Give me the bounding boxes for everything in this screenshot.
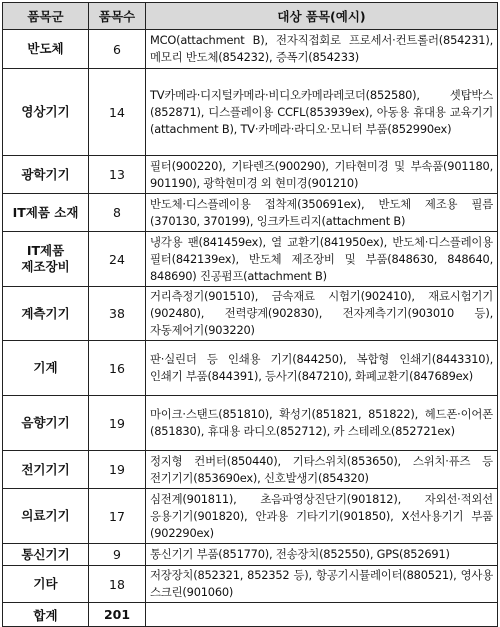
examples-cell: 저장장치(852321, 852352 등), 항공기시뮬레이터(880521), 영사용 스크린(901060) <box>146 566 498 603</box>
category-cell: 기타 <box>3 566 89 603</box>
examples-cell: 필터(900220), 기타렌즈(900290), 기타현미경 및 부속품(901180, 901190), 광학현미경 외 현미경(901210) <box>146 156 498 194</box>
examples-cell: 통신기기 부품(851770), 전송장치(852550), GPS(852691) <box>146 544 498 566</box>
category-cell: 반도체 <box>3 30 89 69</box>
product-table <box>2 2 498 627</box>
examples-cell: 냉각용 팬(841459ex), 열 교환기(841950ex), 반도체·디스플레이용 필터(842139ex), 반도체 제조장비 및 부품(848630, 848640, 848690) 진공펌프(attachment B) <box>146 232 498 287</box>
category-cell: 음향기기 <box>3 396 89 451</box>
examples-cell: 거리측정기(901510), 금속재료 시험기(902410), 재료시험기기(902480), 전력량계(902830), 전자계측기기(903010 등), 자동제어기(903220) <box>146 287 498 341</box>
examples-cell: 판·실린더 등 인쇄용 기기(844250), 복합형 인쇄기(8443310), 인쇄기 부품(844391), 등사기(847210), 화폐교환기(847689ex) <box>146 341 498 396</box>
table-row <box>3 544 498 566</box>
category-cell: 통신기기 <box>3 544 89 566</box>
category-cell: 계측기기 <box>3 287 89 341</box>
table-header-row <box>3 3 498 30</box>
table-row <box>3 566 498 603</box>
count-cell: 16 <box>89 341 146 396</box>
examples-cell: 마이크·스탠드(851810), 확성기(851821, 851822), 헤드폰·이어폰(851830), 휴대용 라디오(852712), 카 스테레오(852721ex) <box>146 396 498 451</box>
table-row <box>3 489 498 544</box>
header-count: 품목수 <box>89 3 146 30</box>
count-cell: 18 <box>89 566 146 603</box>
count-cell: 17 <box>89 489 146 544</box>
count-cell: 19 <box>89 396 146 451</box>
table-row <box>3 156 498 194</box>
category-cell: IT제품 소재 <box>3 194 89 232</box>
count-cell: 13 <box>89 156 146 194</box>
count-cell: 9 <box>89 544 146 566</box>
total-count: 201 <box>89 603 146 627</box>
count-cell: 8 <box>89 194 146 232</box>
examples-cell: 심전계(901811), 초음파영상진단기(901812), 자외선·적외선 응용기기(901820), 안과용 기타기기(901850), X선사용기기 부품(902290ex) <box>146 489 498 544</box>
table-row <box>3 396 498 451</box>
total-label: 합계 <box>3 603 89 627</box>
table-row <box>3 451 498 489</box>
category-cell: 광학기기 <box>3 156 89 194</box>
category-cell: 의료기기 <box>3 489 89 544</box>
header-examples: 대상 품목(예시) <box>146 3 498 30</box>
examples-cell: 반도체·디스플레이용 접착제(350691ex), 반도체 제조용 필름(370130, 370199), 잉크카트리지(attachment B) <box>146 194 498 232</box>
count-cell: 24 <box>89 232 146 287</box>
category-cell: 기계 <box>3 341 89 396</box>
category-cell: 영상기기 <box>3 69 89 156</box>
table-row <box>3 341 498 396</box>
header-category: 품목군 <box>3 3 89 30</box>
category-cell: IT제품 제조장비 <box>3 232 89 287</box>
total-examples <box>146 603 498 627</box>
count-cell: 38 <box>89 287 146 341</box>
category-cell: 전기기기 <box>3 451 89 489</box>
examples-cell: TV카메라·디지털카메라·비디오카메라레코더(852580), 셋탑박스(852871), 디스플레이용 CCFL(853939ex), 아동용 휴대용 교육기기(attachment B), TV·카메라·라디오·모니터 부품(852990ex) <box>146 69 498 156</box>
table-row <box>3 69 498 156</box>
table-row <box>3 194 498 232</box>
table-row <box>3 287 498 341</box>
total-row <box>3 603 498 627</box>
examples-cell: MCO(attachment B), 전자직접회로 프로세서·컨트롤러(854231), 메모리 반도체(854232), 증폭기(854233) <box>146 30 498 69</box>
table-row <box>3 232 498 287</box>
count-cell: 6 <box>89 30 146 69</box>
examples-cell: 정지형 컨버터(850440), 기타스위치(853650), 스위치·퓨즈 등 전기기기(853690ex), 신호발생기(854320) <box>146 451 498 489</box>
count-cell: 19 <box>89 451 146 489</box>
count-cell: 14 <box>89 69 146 156</box>
table-row <box>3 30 498 69</box>
